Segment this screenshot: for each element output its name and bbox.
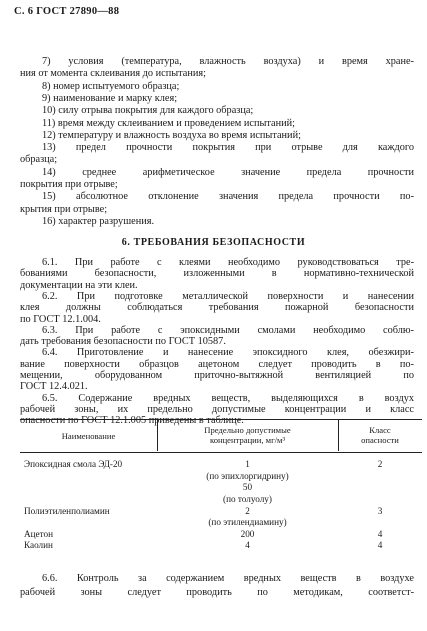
paragraph-line: по ГОСТ 12.1.004. [20, 313, 101, 325]
list-line: 8) номер испытуемого образца; [42, 80, 180, 92]
paragraph-line: рабочей зоны, их предельно допустимые концентрации и класс [20, 403, 414, 415]
table-cell-conc: 50 [242, 482, 253, 492]
table-cell-class: 4 [377, 540, 383, 550]
table-cell-name: Полиэтиленполиамин [24, 506, 110, 516]
table-header-conc-line2: концентрации, мг/м³ [209, 435, 286, 445]
list-line: 16) характер разрушения. [42, 215, 155, 227]
list-line: 7) условия (температура, влажность воздуха) и время хране- [42, 56, 414, 67]
table-header-class [338, 425, 422, 445]
footer-line: 6.6. Контроль за содержанием вредных веществ в воздухе [42, 573, 414, 584]
list-line: образца; [20, 154, 58, 166]
list-line: ния от момента склеивания до испытания; [20, 68, 206, 80]
paragraph-line: дать требования безопасности по ГОСТ 10587. [20, 336, 226, 348]
footer-line: рабочей зоны следует проводить по методикам, соответст- [20, 587, 414, 598]
paragraph-line: 6.2. При подготовке металлической поверхности и нанесении [42, 290, 414, 302]
table-cell-conc: (по эпихлоргидрину) [206, 471, 289, 481]
section-title: 6. ТРЕБОВАНИЯ БЕЗОПАСНОСТИ [121, 237, 306, 248]
table-cell-conc: (по толуолу) [223, 494, 272, 504]
paragraph-line: ГОСТ 12.4.021. [20, 381, 88, 393]
paragraph-line: 6.5. Содержание вредных веществ, выделяющихся в воздух [42, 392, 414, 404]
table-header-conc [157, 425, 338, 445]
list-line: 9) наименование и марку клея; [42, 92, 178, 104]
table-header-conc-line1: Предельно допустимые [204, 425, 291, 435]
paragraph-line: 6.1. При работе с клеями необходимо руководствоваться тре- [42, 257, 414, 268]
paragraph-line: опасности по ГОСТ 12.1.005 приведены в таблице. [20, 415, 244, 427]
table-cell-conc: (по этилендиамину) [208, 517, 287, 527]
table-cell-conc: 200 [240, 529, 255, 539]
list-line: 11) время между склеиванием и проведением испытаний; [42, 117, 295, 129]
paragraph-line: документации на эти клеи. [20, 279, 138, 291]
table-header-name: Наименование [61, 431, 116, 441]
page-header: С. 6 ГОСТ 27890—88 [14, 6, 120, 17]
paragraph-line: клея должны соблюдаться требования пожарной безопасности [20, 302, 414, 314]
table-cell-conc: 4 [245, 540, 250, 550]
table-cell-class: 3 [377, 506, 383, 516]
list-line: 15) абсолютное отклонение значения предела прочности по- [42, 191, 414, 203]
table-cell-conc: 2 [245, 506, 250, 516]
list-line: 12) температуру и влажность воздуха во время испытаний; [42, 129, 301, 141]
list-line: 13) предел прочности покрытия при отрыве для каждого [42, 142, 414, 154]
list-line: покрытия при отрыве; [20, 179, 118, 190]
table-cell-name: Ацетон [24, 529, 54, 539]
table-cell-class: 4 [377, 529, 383, 539]
paragraph-line: 6.4. Приготовление и нанесение эпоксидного клея, обезжири- [42, 347, 414, 359]
paragraph-line: вание поверхности образцов ацетоном следует проводить в по- [20, 358, 414, 370]
table-cell-class: 2 [377, 459, 383, 469]
table-header-class-line2: опасности [361, 435, 399, 445]
paragraph-line: мещении, оборудованном приточно-вытяжной вентиляцией по [20, 370, 414, 381]
list-line: 10) силу отрыва покрытия для каждого образца; [42, 105, 254, 117]
paragraph-line: 6.3. При работе с эпоксидными смолами необходимо соблю- [42, 324, 414, 336]
list-line: крытия при отрыве; [20, 203, 108, 215]
table-cell-conc: 1 [245, 459, 250, 469]
table-header-class-line1: Класс [369, 425, 391, 435]
list-line: 14) среднее арифметическое значение предела прочности [42, 166, 414, 178]
table-cell-name: Каолин [24, 540, 53, 550]
table-cell-name: Эпоксидная смола ЭД-20 [24, 459, 123, 469]
paragraph-line: бованиями безопасности, изложенными в нормативно-технической [20, 268, 414, 280]
